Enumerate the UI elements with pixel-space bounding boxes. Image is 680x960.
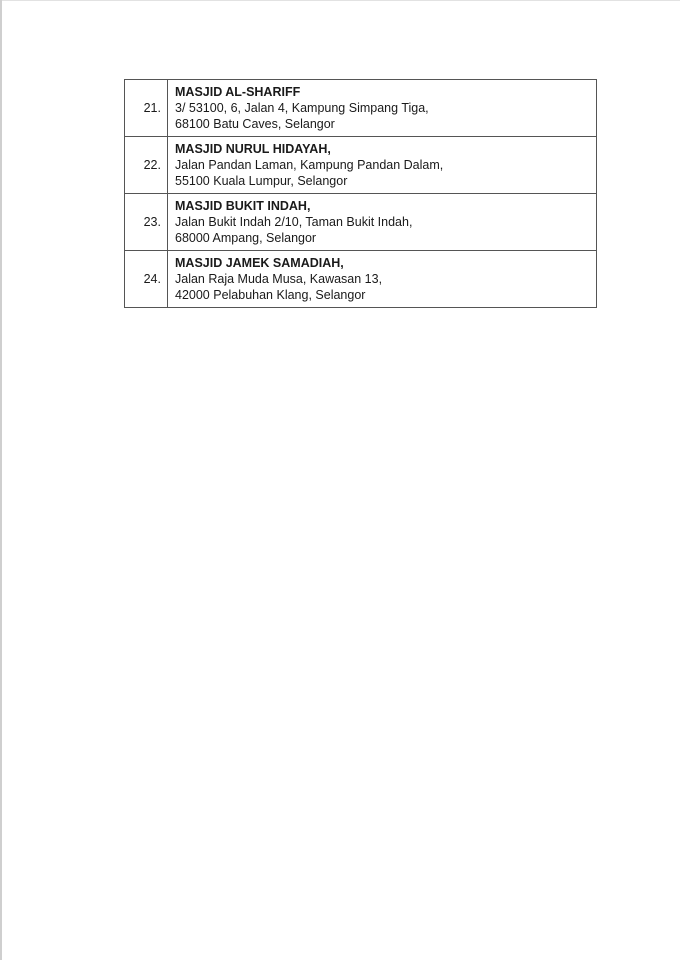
address-line: 3/ 53100, 6, Jalan 4, Kampung Simpang Tiga, [175, 101, 429, 115]
mosque-name: MASJID JAMEK SAMADIAH, [175, 256, 344, 270]
row-number: 24. [125, 251, 168, 308]
mosque-name: MASJID NURUL HIDAYAH, [175, 142, 331, 156]
mosque-details [168, 251, 597, 308]
table-row [125, 80, 597, 137]
address-line: Jalan Bukit Indah 2/10, Taman Bukit Indah, [175, 215, 413, 229]
page-left-edge [0, 0, 2, 960]
table-row [125, 137, 597, 194]
address-line: Jalan Raja Muda Musa, Kawasan 13, [175, 272, 383, 286]
mosque-details [168, 80, 597, 137]
address-line: 55100 Kuala Lumpur, Selangor [175, 174, 348, 188]
address-line: 68100 Batu Caves, Selangor [175, 117, 335, 131]
address-line: 68000 Ampang, Selangor [175, 231, 317, 245]
page-top-edge [0, 0, 680, 1]
mosque-details [168, 137, 597, 194]
row-number: 21. [125, 80, 168, 137]
mosque-list-table [124, 79, 597, 308]
mosque-details [168, 194, 597, 251]
table-row [125, 251, 597, 308]
mosque-name: MASJID AL-SHARIFF [175, 85, 301, 99]
row-number: 22. [125, 137, 168, 194]
mosque-name: MASJID BUKIT INDAH, [175, 199, 311, 213]
table-row [125, 194, 597, 251]
address-line: 42000 Pelabuhan Klang, Selangor [175, 288, 366, 302]
address-line: Jalan Pandan Laman, Kampung Pandan Dalam, [175, 158, 444, 172]
row-number: 23. [125, 194, 168, 251]
